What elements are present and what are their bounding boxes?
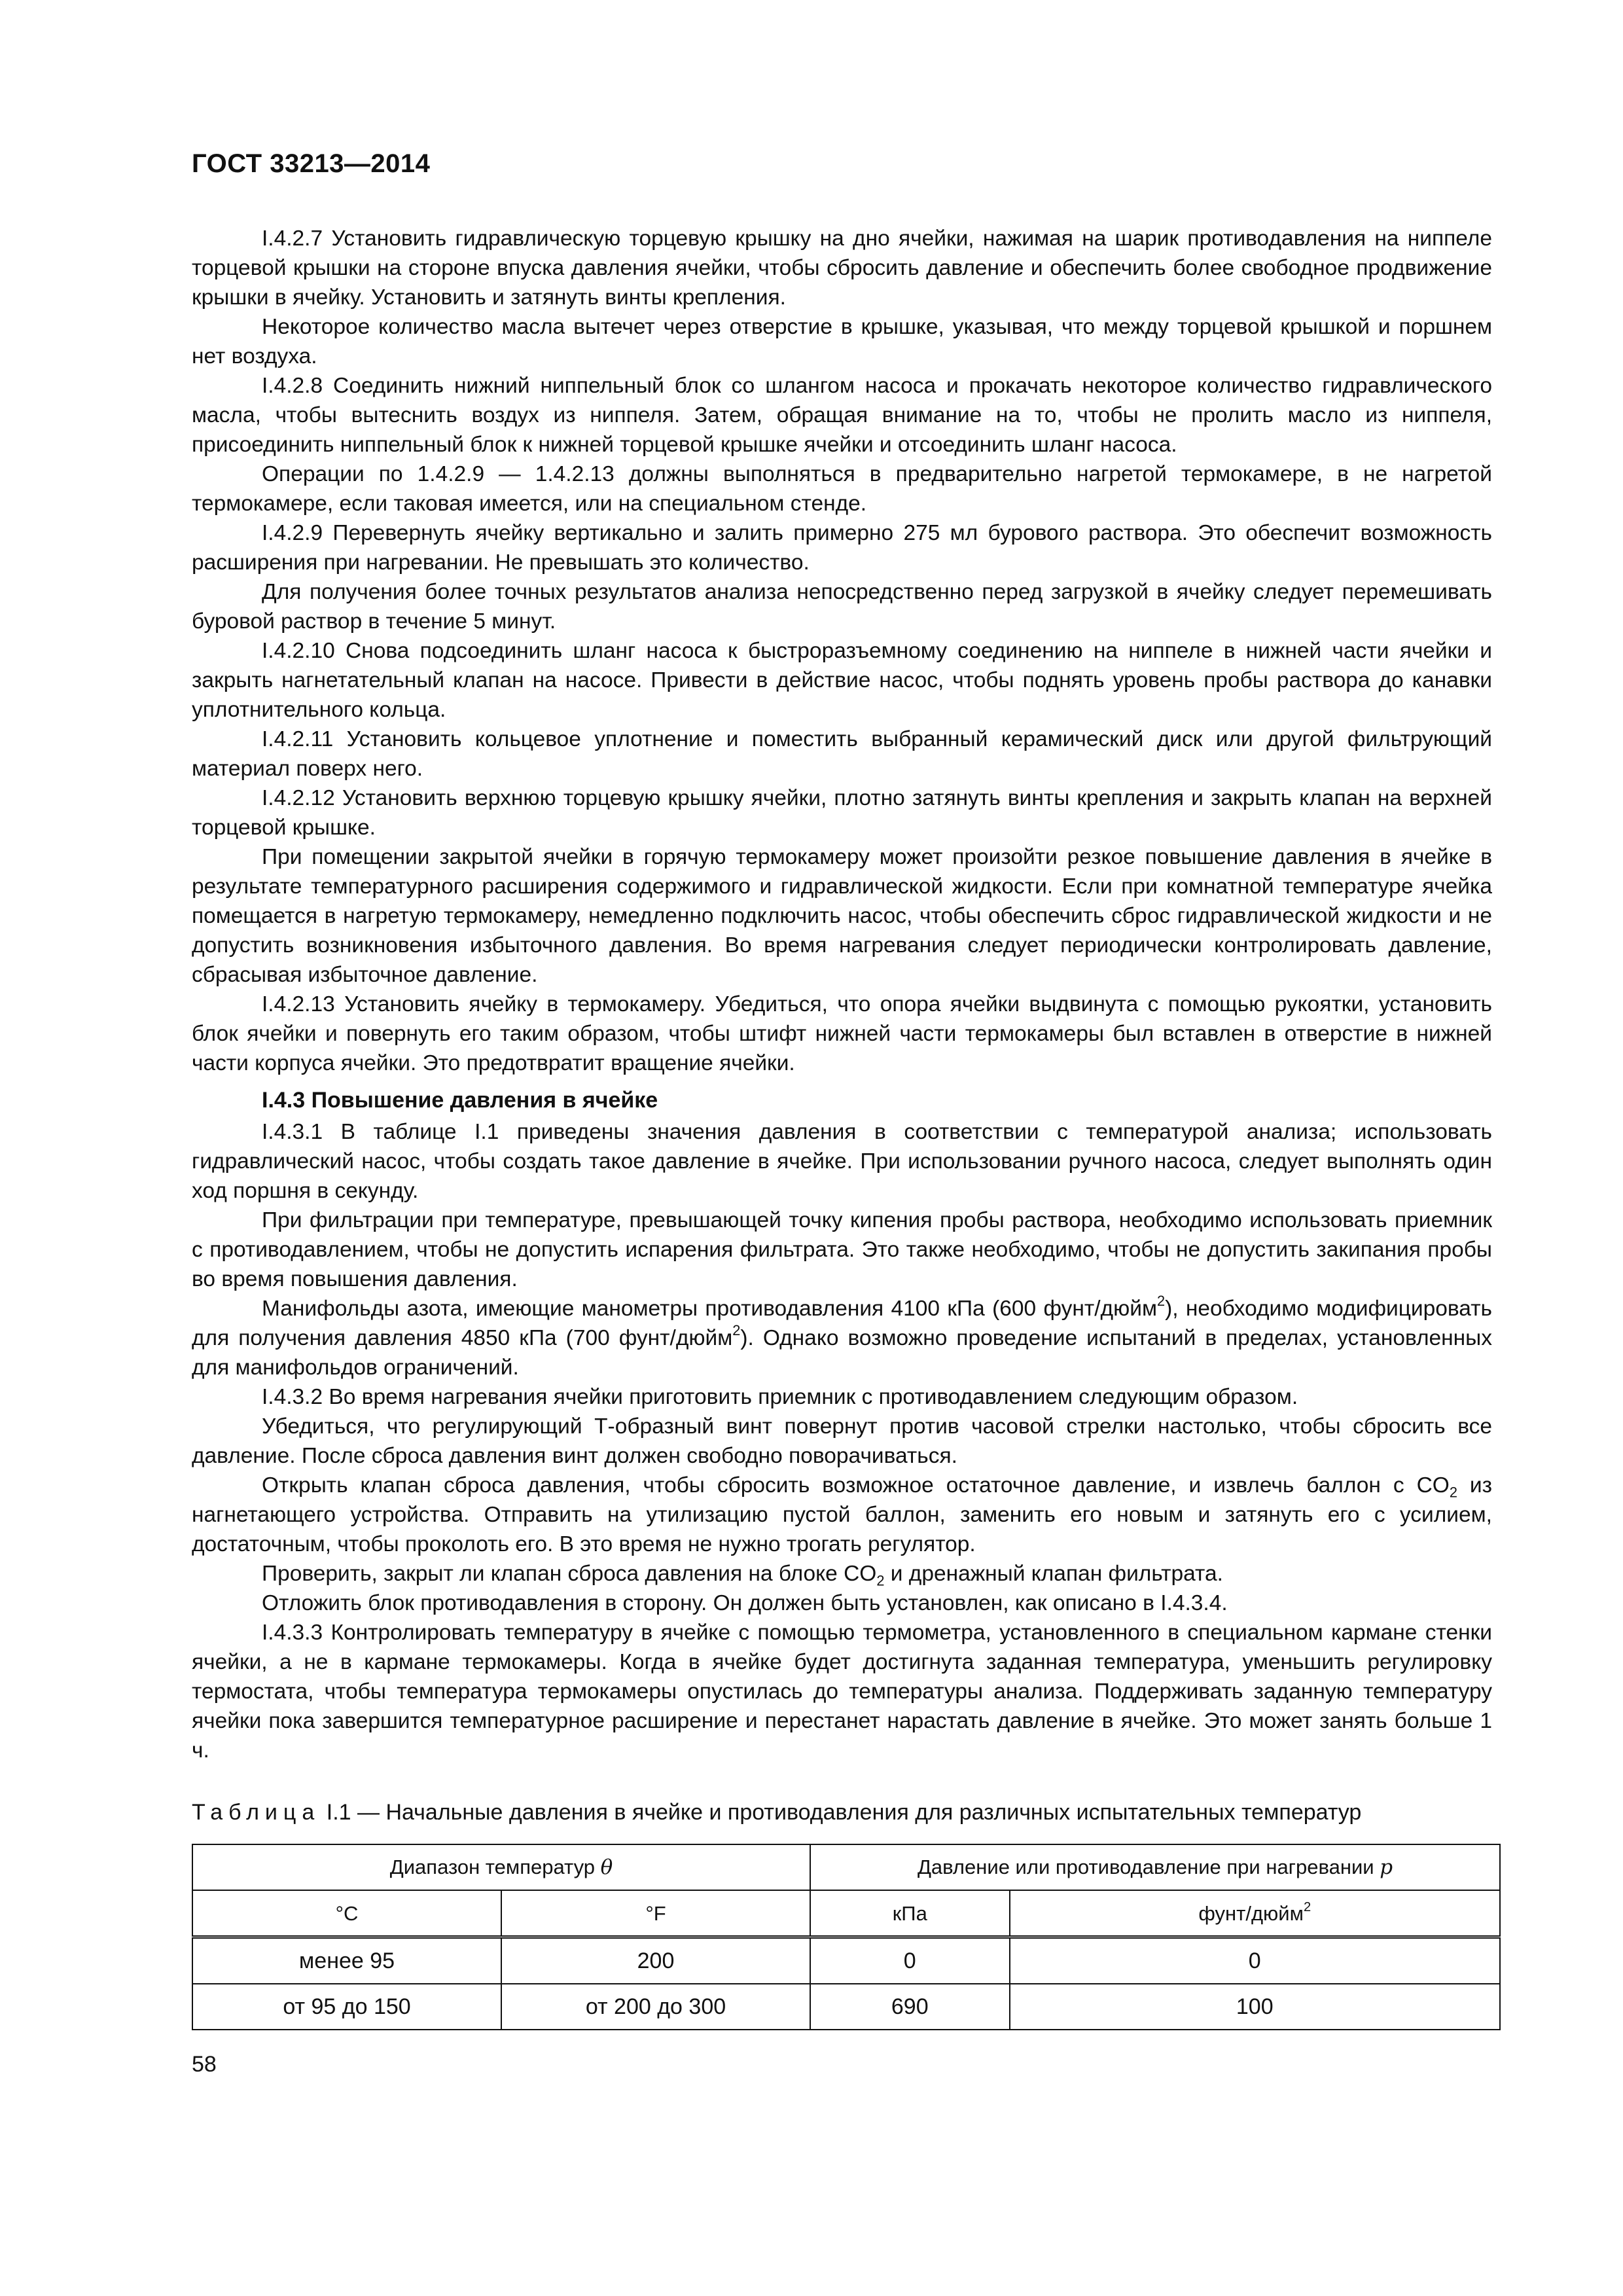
paragraph: Отложить блок противодавления в сторону. Он должен быть установлен, как описано в I.4.3.4. [262,1591,1228,1615]
header-pressure [810,1844,1500,1890]
header-kpa: кПа [810,1890,1010,1937]
superscript: 2 [1156,1292,1166,1309]
paragraph: I.4.2.12 Установить верхнюю торцевую крышку ячейки, плотно затянуть винты крепления и закрыть клапан на верхней торцевой крышке. [192,786,1492,840]
table-row [192,1937,1500,1984]
text-run: Манифольды азота, имеющие манометры противодавления 4100 кПа (600 фунт/дюйм [262,1297,1157,1321]
pressure-table [192,1844,1501,2030]
paragraph: I.4.2.7 Установить гидравлическую торцевую крышку на дно ячейки, нажимая на шарик противодавления на ниппеле торцевой крышки на стороне впуска давления ячейки, чтобы сбросить давление и обеспечить более свободное продвижение крышки в ячейку. Установить и затянуть винты крепления. [192,226,1492,310]
table-caption [192,1798,1492,1827]
header-psi [1010,1890,1500,1937]
superscript: 2 [732,1321,741,1338]
paragraph: I.4.2.10 Снова подсоединить шланг насоса к быстроразъемному соединению на ниппеле в нижней части ячейки и закрыть нагнетательный клапан на насосе. Привести в действие насос, чтобы поднять уровень пробы раствора до канавки уплотнительного кольца. [192,639,1492,722]
paragraph: I.4.2.13 Установить ячейку в термокамеру. Убедиться, что опора ячейки выдвинута с помощью рукоятки, установить блок ячейки и повернуть его таким образом, чтобы штифт нижней части термокамеры был вставлен в отверстие в нижней части корпуса ячейки. Это предотвратит вращение ячейки. [192,992,1492,1075]
table-cell: от 200 до 300 [501,1984,810,2030]
paragraph: I.4.3.1 В таблице I.1 приведены значения давления в соответствии с температурой анализа; использовать гидравлический насос, чтобы создать такое давление в ячейке. При использовании ручного насоса, следует выполнять один ход поршня в секунду. [192,1120,1492,1203]
text-run: Проверить, закрыт ли клапан сброса давления на блоке CO [262,1562,877,1586]
table-caption-text: I.1 — Начальные давления в ячейке и противодавления для различных испытательных температур [320,1800,1362,1825]
header-celsius: °C [192,1890,501,1937]
subscript: 2 [876,1572,885,1589]
text-run: ), необходимо модифицировать для получения давления 4850 кПа (700 фунт/дюйм [192,1297,1492,1350]
theta-symbol: θ [600,1856,613,1879]
table-cell: 0 [810,1937,1010,1984]
table-caption-label: Таблица [192,1800,321,1825]
table-cell: 200 [501,1937,810,1984]
paragraph: I.4.3.2 Во время нагревания ячейки приготовить приемник с противодавлением следующим образом. [262,1385,1298,1409]
paragraph: При помещении закрытой ячейки в горячую термокамеру может произойти резкое повышение давления в ячейке в результате температурного расширения содержимого и гидравлической жидкости. Если при комнатной температуре ячейка помещается в нагретую термокамеру, немедленно подключить насос, чтобы обеспечить сброс гидравлической жидкости и не допустить возникновения избыточного давления. Во время нагревания следует периодически контролировать давление, сбрасывая избыточное давление. [192,845,1492,987]
paragraph: I.4.2.11 Установить кольцевое уплотнение и поместить выбранный керамический диск или другой фильтрующий материал поверх него. [192,727,1492,781]
paragraph-co2-check [192,1559,1492,1588]
paragraph: Операции по 1.4.2.9 — 1.4.2.13 должны выполняться в предварительно нагретой термокамере, в не нагретой термокамере, если таковая имеется, или на специальном стенде. [192,462,1492,516]
paragraph-co2-open [192,1471,1492,1559]
p-symbol: p [1380,1856,1393,1879]
header-label: Давление или противодавление при нагревании [917,1856,1380,1878]
table-units-row [192,1890,1500,1937]
table-row [192,1984,1500,2030]
paragraph: Для получения более точных результатов анализа непосредственно перед загрузкой в ячейку следует перемешивать буровой раствор в течение 5 минут. [192,580,1492,634]
section-heading: I.4.3 Повышение давления в ячейке [262,1088,658,1113]
table-cell: 0 [1010,1937,1500,1984]
paragraph: I.4.2.9 Перевернуть ячейку вертикально и залить примерно 275 мл бурового раствора. Это обеспечит возможность расширения при нагревании. Не превышать это количество. [192,521,1492,575]
header-fahrenheit: °F [501,1890,810,1937]
table-cell: от 95 до 150 [192,1984,501,2030]
document-title: ГОСТ 33213—2014 [192,149,431,178]
paragraph-manifold [192,1294,1492,1382]
paragraph: При фильтрации при температуре, превышающей точку кипения пробы раствора, необходимо использовать приемник с противодавлением, чтобы не допустить испарения фильтрата. Это также необходимо, чтобы не допустить закипания пробы во время повышения давления. [192,1208,1492,1291]
text-run: Открыть клапан сброса давления, чтобы сбросить возможное остаточное давление, и извлечь баллон с CO [262,1473,1450,1498]
header-label: Диапазон температур [389,1856,601,1878]
paragraph: Убедиться, что регулирующий Т-образный винт повернут против часовой стрелки настолько, чтобы сбросить все давление. После сброса давления винт должен свободно поворачиваться. [192,1414,1492,1468]
unit-label: фунт/дюйм [1198,1901,1304,1925]
text-run: ). Однако возможно проведение испытаний в пределах, установленных для манифольдов ограничений. [192,1326,1492,1380]
paragraph: I.4.2.8 Соединить нижний ниппельный блок со шлангом насоса и прокачать некоторое количество гидравлического масла, чтобы вытеснить воздух из ниппеля. Затем, обращая внимание на то, чтобы не пролить масло из ниппеля, присоединить ниппельный блок к нижней торцевой крышке ячейки и отсоединить шланг насоса. [192,374,1492,457]
page-number: 58 [192,2052,217,2077]
text-run: из нагнетающего устройства. Отправить на утилизацию пустой баллон, заменить его новым и затянуть его с усилием, достаточным, чтобы проколоть его. В это время не нужно трогать регулятор. [192,1473,1492,1556]
header-temperature-range [192,1844,810,1890]
table-header-row [192,1844,1500,1890]
table-cell: 100 [1010,1984,1500,2030]
text-run: и дренажный клапан фильтрата. [884,1562,1223,1586]
subscript: 2 [1449,1484,1457,1501]
paragraph: Некоторое количество масла вытечет через отверстие в крышке, указывая, что между торцевой крышкой и поршнем нет воздуха. [192,315,1492,368]
table-cell: менее 95 [192,1937,501,1984]
table-cell: 690 [810,1984,1010,2030]
paragraph: I.4.3.3 Контролировать температуру в ячейке с помощью термометра, установленного в специальном кармане стенки ячейки, а не в кармане термокамеры. Когда в ячейке будет достигнута заданная температура, уменьшить регулировку термостата, чтобы температура термокамеры опустилась до температуры анализа. Поддерживать заданную температуру ячейки пока завершится температурное расширение и перестанет нарастать давление в ячейке. Это может занять больше 1 ч. [192,1621,1492,1763]
superscript: 2 [1303,1899,1311,1914]
body-text [192,224,1492,2030]
